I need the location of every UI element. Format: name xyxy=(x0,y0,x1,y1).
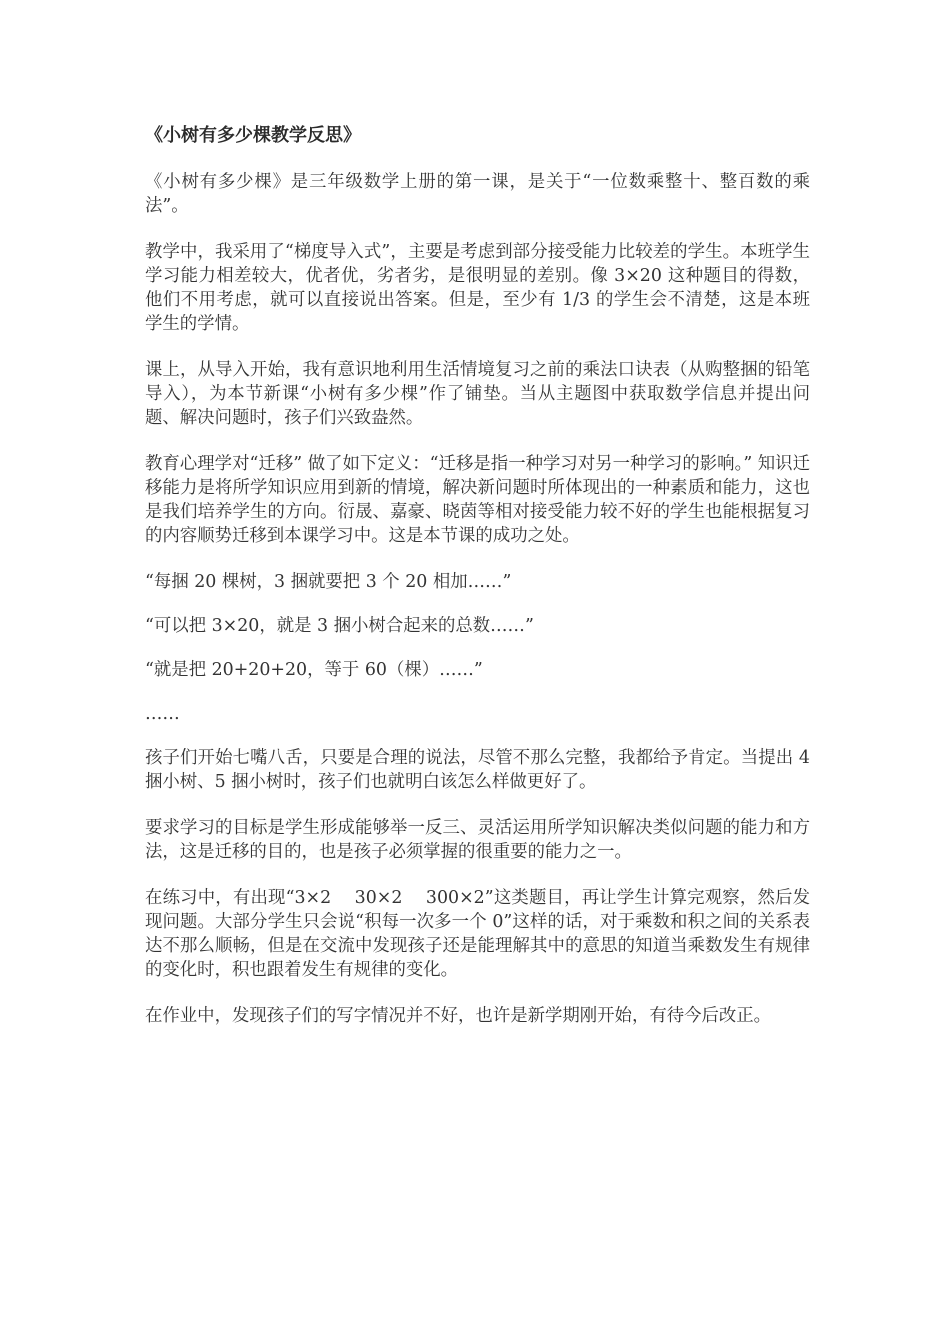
student-quote-1: “每捆 20 棵树，3 捆就要把 3 个 20 相加……” xyxy=(145,572,512,592)
document-page xyxy=(145,124,810,1050)
paragraph-homework: 在作业中，发现孩子们的写字情况并不好，也许是新学期刚开始，有待今后改正。 xyxy=(145,1006,772,1026)
paragraph-practice: 在练习中，有出现“3×2 30×2 300×2”这类题目，再让学生计算完观察，然后发现问题。大部分学生只会说“积每一次多一个 0”这样的话，对于乘数和积之间的关系表达不那么顺畅，但是在交流中发现孩子还是能理解其中的意思的知道当乘数发生有规律的变化时，积也跟着发生有规律的变化。 xyxy=(145,888,810,980)
paragraph-discussion: 孩子们开始七嘴八舌，只要是合理的说法，尽管不那么完整，我都给予肯定。当提出 4 捆小树、5 捆小树时，孩子们也就明白该怎么样做更好了。 xyxy=(145,748,810,792)
paragraph-intro: 《小树有多少棵》是三年级数学上册的第一课，是关于“一位数乘整十、整百数的乘法”。 xyxy=(145,172,810,216)
paragraph-teaching-approach: 教学中，我采用了“梯度导入式”，主要是考虑到部分接受能力比较差的学生。本班学生学习能力相差较大，优者优，劣者劣，是很明显的差别。像 3×20 这种题目的得数，他们不用考虑，就可以直接说出答案。但是，至少有 1/3 的学生会不清楚，这是本班学生的学情。 xyxy=(145,242,810,334)
student-quote-3: “就是把 20+20+20，等于 60（棵）……” xyxy=(145,660,483,680)
paragraph-lesson-intro: 课上，从导入开始，我有意识地利用生活情境复习之前的乘法口诀表（从购整捆的铅笔导入），为本节新课“小树有多少棵”作了铺垫。当从主题图中获取数学信息并提出问题、解决问题时，孩子们兴致盎然。 xyxy=(145,360,810,428)
student-quote-2: “可以把 3×20，就是 3 捆小树合起来的总数……” xyxy=(145,616,534,636)
paragraph-transfer-definition: 教育心理学对“迁移” 做了如下定义：“迁移是指一种学习对另一种学习的影响。” 知识迁移能力是将所学知识应用到新的情境，解决新问题时所体现出的一种素质和能力，这也是我们培养学生的方向。衍晟、嘉豪、晓茵等相对接受能力较不好的学生也能根据复习的内容顺势迁移到本课学习中。这是本节课的成功之处。 xyxy=(145,454,810,546)
document-title: 《小树有多少棵教学反思》 xyxy=(145,125,361,146)
paragraph-learning-goal: 要求学习的目标是学生形成能够举一反三、灵活运用所学知识解决类似问题的能力和方法，这是迁移的目的，也是孩子必须掌握的很重要的能力之一。 xyxy=(145,818,810,862)
ellipsis-line: …… xyxy=(145,704,180,724)
